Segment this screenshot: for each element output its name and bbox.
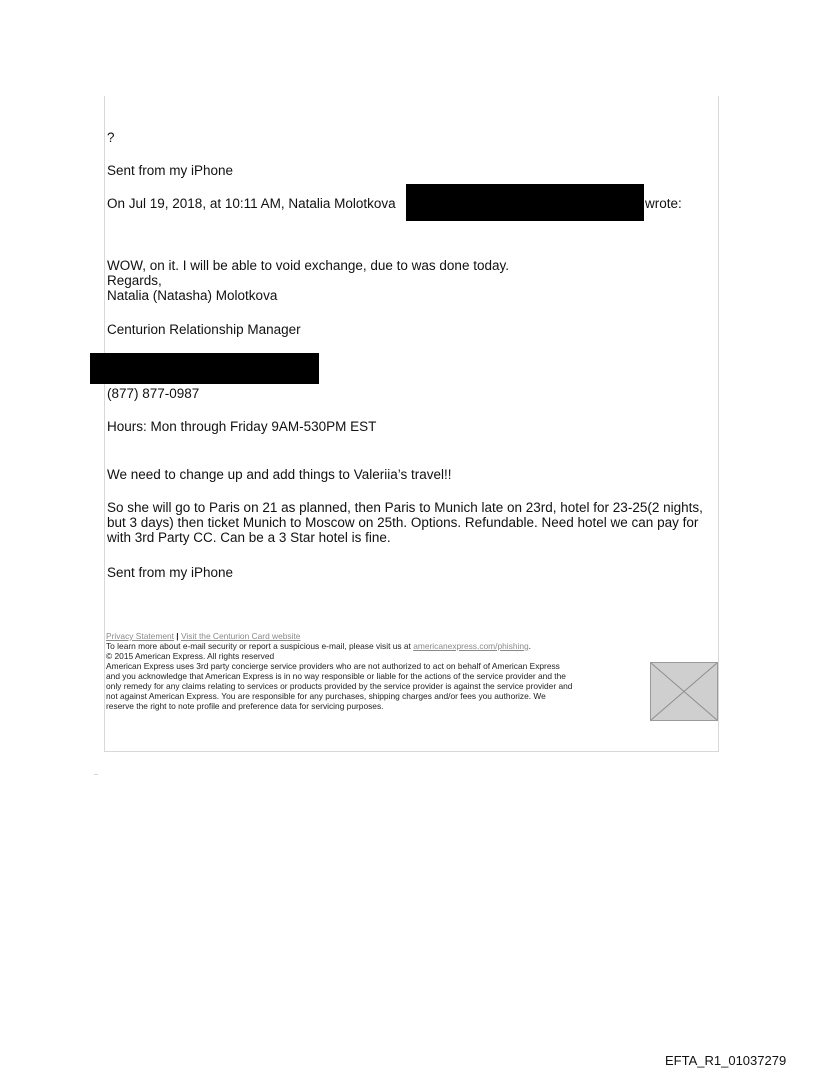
footer-disclaimer-line: only remedy for any claims relating to services or products provided by the service provider is against the service provider and	[106, 681, 573, 691]
footer-separator: |	[176, 631, 179, 641]
security-suffix: .	[528, 641, 531, 651]
quote-header-suffix: wrote:	[645, 196, 682, 211]
redaction-email-address	[406, 184, 644, 221]
stray-mark: ‥	[94, 771, 99, 777]
footer-disclaimer-line: reserve the right to note profile and preference data for servicing purposes.	[106, 701, 384, 711]
sent-from-iphone-top: Sent from my iPhone	[107, 163, 234, 178]
bates-number: EFTA_R1_01037279	[665, 1053, 787, 1068]
footer-disclaimer-line: and you acknowledge that American Express is in no way responsible or liable for the actions of the service provider and the	[106, 671, 566, 681]
reply-line: WOW, on it. I will be able to void exchange, due to was done today.	[107, 258, 509, 273]
office-hours: Hours: Mon through Friday 9AM-530PM EST	[107, 419, 377, 434]
footer-disclaimer-line: American Express uses 3rd party concierge service providers who are not authorized to act on behalf of American Express	[106, 661, 560, 671]
request-body: So she will go to Paris on 21 as planned, then Paris to Munich late on 23rd, hotel for 23-25(2 nights, but 3 days) then ticket Munich to Moscow on 25th. Options. Refundable. Need hotel we can pay for with 3rd Party CC. Can be a 3 Star hotel is fine.	[107, 500, 703, 545]
broken-image-icon	[650, 662, 718, 721]
redaction-contact-line	[90, 353, 319, 384]
footer-disclaimer-line: not against American Express. You are responsible for any purchases, shipping charges and/or fees you authorize. We	[106, 691, 546, 701]
phishing-link[interactable]: americanexpress.com/phishing	[413, 641, 529, 651]
centurion-website-link[interactable]: Visit the Centurion Card website	[180, 631, 301, 641]
quote-header-prefix: On Jul 19, 2018, at 10:11 AM, Natalia Molotkova	[107, 196, 396, 211]
question-mark-line: ?	[107, 130, 115, 145]
security-text: To learn more about e-mail security or report a suspicious e-mail, please visit us at	[106, 641, 411, 651]
footer-copyright: © 2015 American Express. All rights reserved	[106, 651, 275, 661]
signature-name: Natalia (Natasha) Molotkova	[107, 288, 278, 303]
regards-line: Regards,	[107, 273, 162, 288]
phone-number: (877) 877-0987	[107, 386, 200, 401]
signature-title: Centurion Relationship Manager	[107, 322, 301, 337]
request-intro: We need to change up and add things to Valeriia’s travel!!	[107, 467, 452, 482]
sent-from-iphone-bottom: Sent from my iPhone	[107, 565, 234, 580]
privacy-statement-link[interactable]: Privacy Statement	[106, 631, 174, 641]
